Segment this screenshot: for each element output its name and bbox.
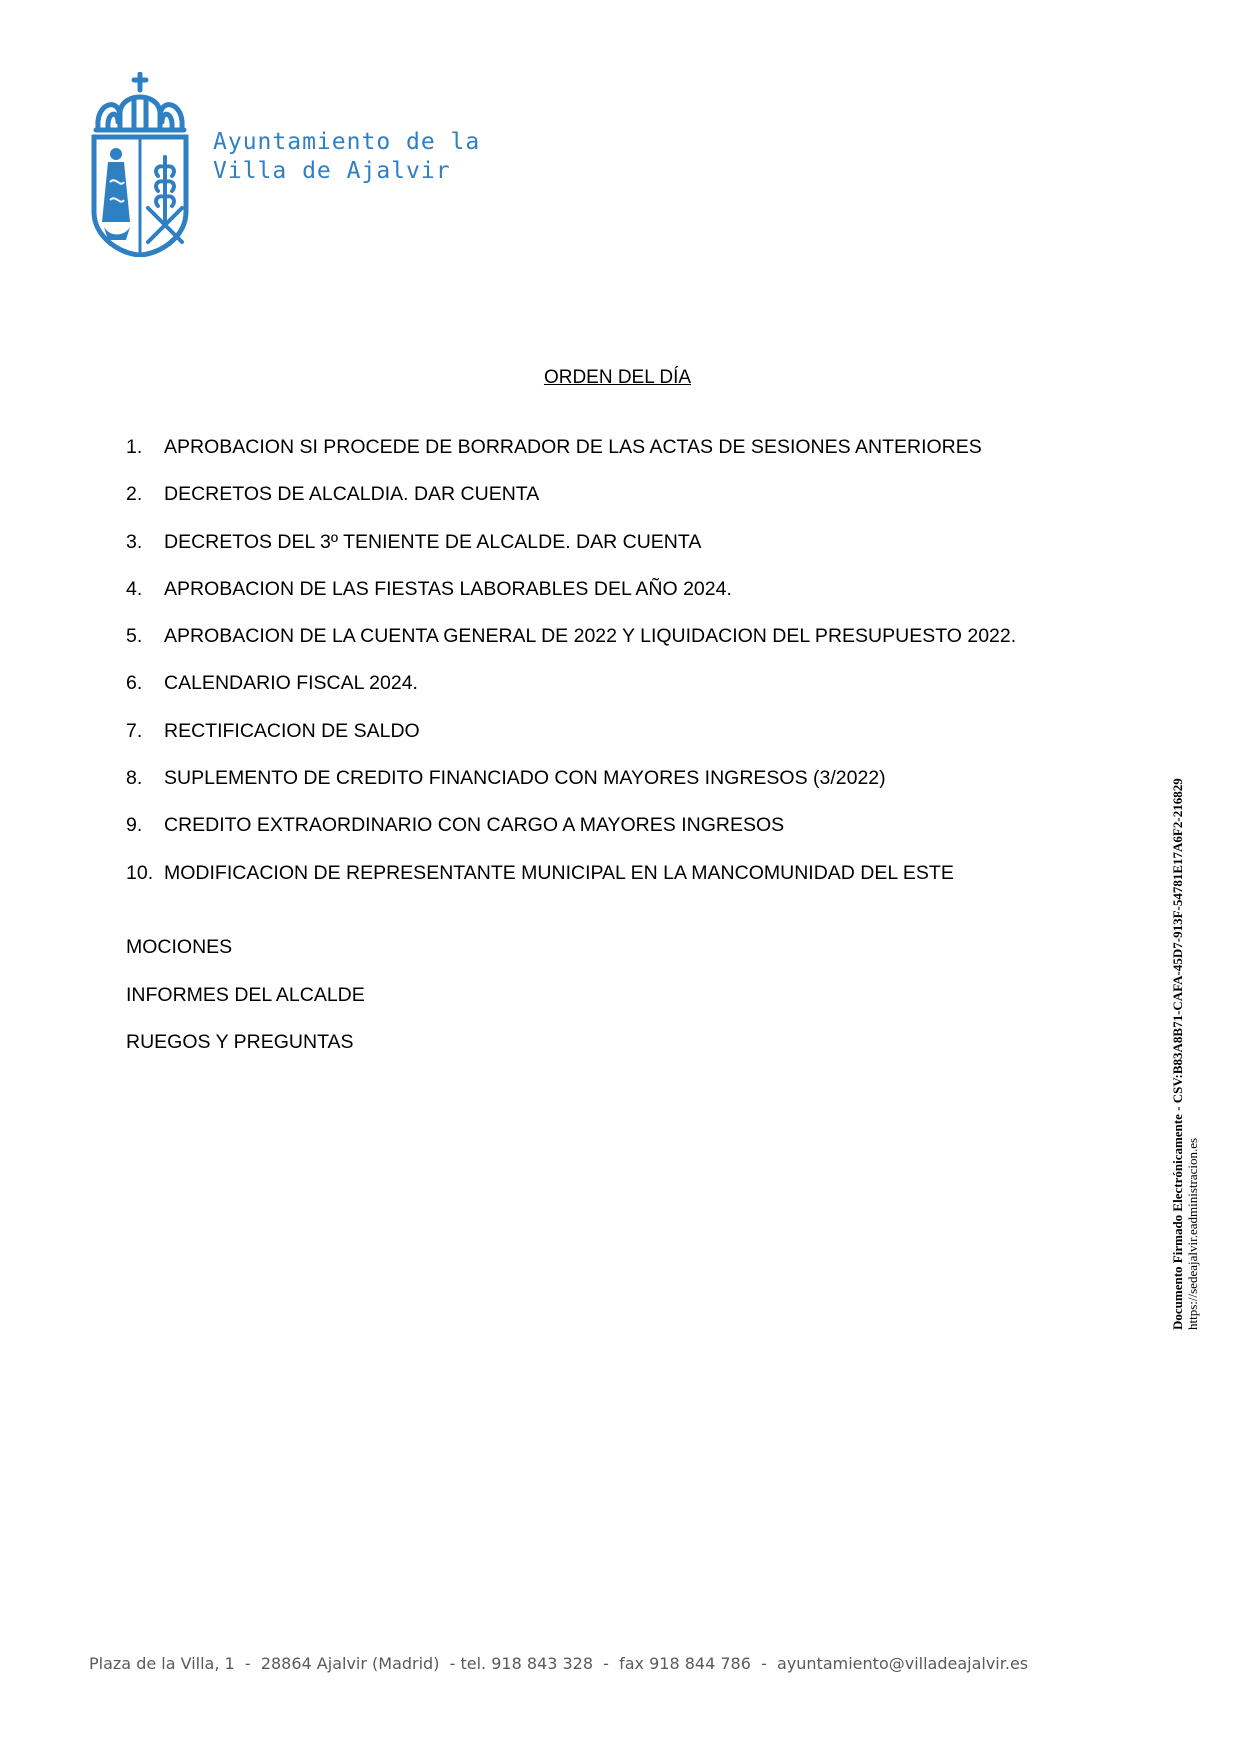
signature-url-line: https://sedeajalvir.eadministracion.es <box>1185 1137 1200 1330</box>
document-title <box>0 366 1241 390</box>
agenda-item-number: 8. <box>126 767 143 790</box>
additional-sections <box>126 935 365 1078</box>
agenda-item-number: 2. <box>126 483 143 506</box>
agenda-item-text: SUPLEMENTO DE CREDITO FINANCIADO CON MAYORES INGRESOS (3/2022) <box>164 767 886 790</box>
agenda-item-text: APROBACION DE LA CUENTA GENERAL DE 2022 Y LIQUIDACION DEL PRESUPUESTO 2022. <box>164 625 1017 648</box>
organization-name <box>213 128 480 186</box>
agenda-item-text: DECRETOS DE ALCALDIA. DAR CUENTA <box>164 483 540 506</box>
agenda-item-text: CALENDARIO FISCAL 2024. <box>164 672 418 695</box>
agenda-item-text: APROBACION SI PROCEDE DE BORRADOR DE LAS ACTAS DE SESIONES ANTERIORES <box>164 436 982 458</box>
agenda-item-text: DECRETOS DEL 3º TENIENTE DE ALCALDE. DAR CUENTA <box>164 530 702 553</box>
organization-name-line1: Ayuntamiento de la <box>213 129 481 155</box>
agenda-item-number: 5. <box>126 625 143 648</box>
section-informes-alcalde: INFORMES DEL ALCALDE <box>126 983 365 1006</box>
agenda-item-number: 4. <box>126 577 143 600</box>
agenda-item-text: RECTIFICACION DE SALDO <box>164 719 420 742</box>
footer-contact: Plaza de la Villa, 1 - 28864 Ajalvir (Madrid) - tel. 918 843 328 - fax 918 844 786 - ayuntamiento@villadeajalvir.es <box>89 1654 1029 1673</box>
section-mociones: MOCIONES <box>126 936 233 958</box>
agenda-item-number: 1. <box>126 436 143 458</box>
organization-name-line2: Villa de Ajalvir <box>213 158 451 184</box>
electronic-signature-stamp <box>1170 770 1210 1330</box>
coat-of-arms-logo <box>90 72 190 257</box>
section-ruegos-preguntas: RUEGOS Y PREGUNTAS <box>126 1031 354 1053</box>
agenda-item-text: MODIFICACION DE REPRESENTANTE MUNICIPAL EN LA MANCOMUNIDAD DEL ESTE <box>164 861 954 884</box>
agenda-item-number: 10. <box>126 861 154 884</box>
agenda-item-text: APROBACION DE LAS FIESTAS LABORABLES DEL AÑO 2024. <box>164 577 732 600</box>
signature-csv-line: Documento Firmado Electrónicamente - CSV:B83A8B71-CAFA-45D7-913F-54781E17A6F2-216829 <box>1170 778 1185 1330</box>
agenda-item-number: 7. <box>126 719 143 742</box>
agenda-item-number: 9. <box>126 814 143 837</box>
agenda-item-number: 6. <box>126 672 143 695</box>
agenda-item-text: CREDITO EXTRAORDINARIO CON CARGO A MAYORES INGRESOS <box>164 814 785 837</box>
agenda-item-number: 3. <box>126 530 143 553</box>
document-title-text: ORDEN DEL DÍA <box>543 367 692 388</box>
